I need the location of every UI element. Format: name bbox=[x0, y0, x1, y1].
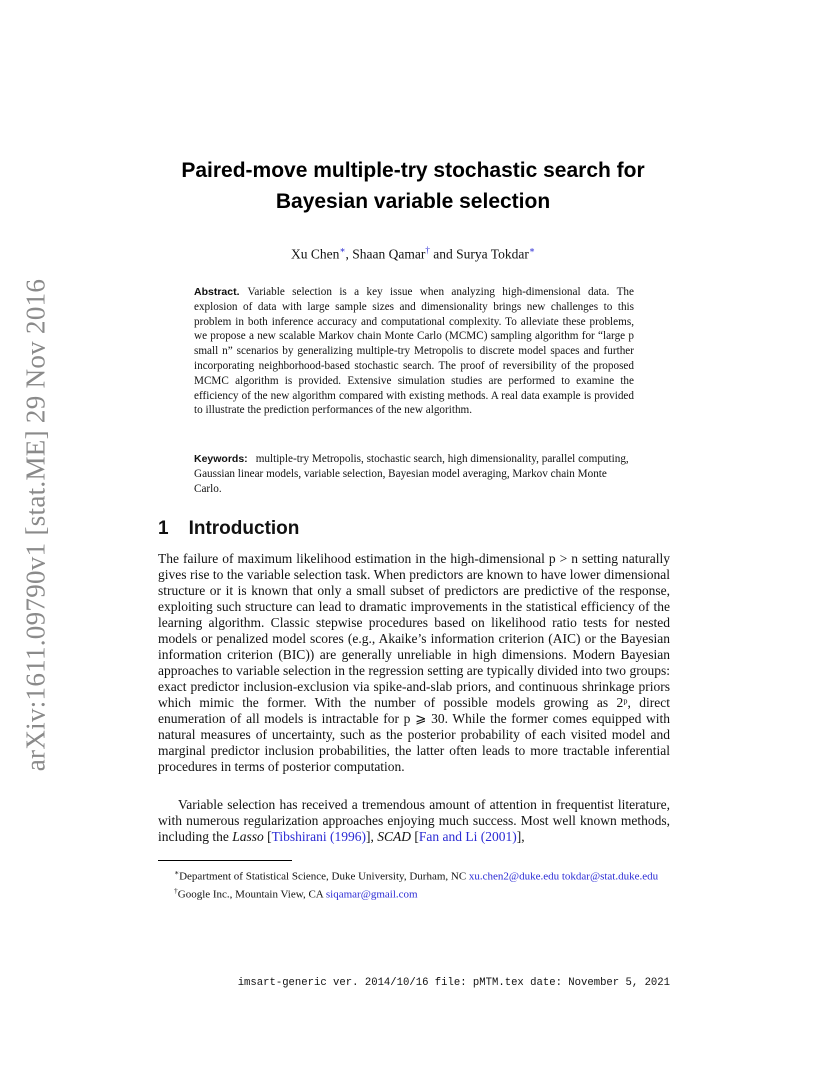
author-name: Xu Chen bbox=[291, 246, 340, 262]
section-heading bbox=[158, 518, 299, 540]
title-line-1: Paired-move multiple-try stochastic search for bbox=[181, 159, 645, 182]
abstract-text: Variable selection is a key issue when analyzing high-dimensional data. The explosion of data with large sample sizes and dimensionality brings new challenges to this problem in both inference accuracy and computational complexity. To alleviate these problems, we propose a new scalable Markov chain Monte Carlo (MCMC) sampling algorithm for “large p small n” scenarios by generalizing multiple-try Metropolis to discrete model spaces and further incorporating neighborhood-based stochastic search. The proof of reversibility of the proposed MCMC algorithm is provided. Extensive simulation studies are performed to examine the efficiency of the new algorithm compared with existing methods. A real data example is provided to illustrate the prediction performances of the new algorithm. bbox=[194, 286, 634, 417]
page-footer: imsart-generic ver. 2014/10/16 file: pMTM.tex date: November 5, 2021 bbox=[237, 977, 670, 989]
section-number: 1 bbox=[158, 518, 169, 539]
intro-paragraph-1: The failure of maximum likelihood estimation in the high-dimensional p > n setting naturally gives rise to the variable selection task. When predictors are known to have lower dimensional structure or it is known that only a small subset of predictors are predictive of the response, exploiting such structure can lead to dramatic improvements in the statistical efficiency of the learning algorithm. Classic stepwise procedures based on likelihood ratio tests for nested models or penalized model scores (e.g., Akaike’s information criterion (AIC) or the Bayesian information criterion (BIC)) are generally unreliable in high dimensions. Modern Bayesian approaches to variable selection in the regression setting are typically divided into two groups: exact predictor inclusion-exclusion via spike-and-slab priors, and continuous shrinkage priors which mimic the former. With the number of possible models growing as 2ᵖ, direct enumeration of all models is intractable for p ⩾ 30. While the former comes equipped with natural measures of uncertainty, such as the posterior probability of each visited model and marginal predictor inclusion probabilities, the latter often leads to more tractable inferential procedures in terms of posterior computation. bbox=[158, 551, 670, 774]
footnote-2 bbox=[158, 884, 670, 902]
method-name: SCAD bbox=[377, 829, 412, 844]
bracket: ], bbox=[516, 829, 525, 844]
method-name: Lasso bbox=[232, 829, 264, 844]
title-line-2: Bayesian variable selection bbox=[275, 190, 551, 213]
citation-link[interactable]: Tibshirani (1996) bbox=[271, 829, 367, 844]
footnote-mark[interactable]: † bbox=[425, 245, 430, 255]
author-separator: and bbox=[429, 246, 457, 262]
footnotes bbox=[158, 866, 670, 901]
intro-paragraph-2 bbox=[158, 797, 670, 845]
author-separator: , bbox=[345, 246, 353, 262]
email-link[interactable]: tokdar@stat.duke.edu bbox=[561, 870, 659, 883]
email-link[interactable]: xu.chen2@duke.edu bbox=[468, 870, 560, 883]
bracket: ], bbox=[366, 829, 378, 844]
abstract-label: Abstract. bbox=[194, 286, 240, 298]
keywords-label: Keywords: bbox=[194, 453, 248, 465]
section-title: Introduction bbox=[188, 518, 300, 539]
footnote-mark: † bbox=[174, 885, 178, 895]
arxiv-side-stamp: arXiv:1611.09790v1 [stat.ME] 29 Nov 2016 bbox=[20, 278, 51, 772]
footnote-mark[interactable]: ∗ bbox=[528, 245, 535, 255]
footnote-divider bbox=[158, 860, 292, 861]
author-name: Surya Tokdar bbox=[456, 246, 529, 262]
email-link[interactable]: siqamar@gmail.com bbox=[325, 888, 418, 901]
footnote-mark[interactable]: ∗ bbox=[339, 245, 346, 255]
footnote-1 bbox=[158, 866, 670, 884]
abstract-block bbox=[194, 285, 634, 418]
keywords-block bbox=[194, 452, 634, 496]
bracket: [ bbox=[263, 829, 272, 844]
keywords-text: multiple-try Metropolis, stochastic search, high dimensionality, parallel computing, Gaussian linear models, variable selection, Bayesian model averaging, Markov chain Monte Carlo. bbox=[194, 453, 629, 495]
footnote-text: Department of Statistical Science, Duke University, Durham, NC bbox=[179, 870, 469, 883]
footnote-text: Google Inc., Mountain View, CA bbox=[177, 888, 326, 901]
author-list bbox=[158, 242, 668, 263]
bracket: [ bbox=[411, 829, 419, 844]
author-name: Shaan Qamar bbox=[352, 246, 426, 262]
citation-link[interactable]: Fan and Li (2001) bbox=[418, 829, 517, 844]
paragraph-text: Variable selection has received a tremendous amount of attention in frequentist literature, with numerous regularization approaches enjoying much success. Most well known methods, including the bbox=[158, 797, 670, 844]
paper-title bbox=[120, 155, 706, 217]
footnote-mark: ∗ bbox=[174, 868, 180, 877]
